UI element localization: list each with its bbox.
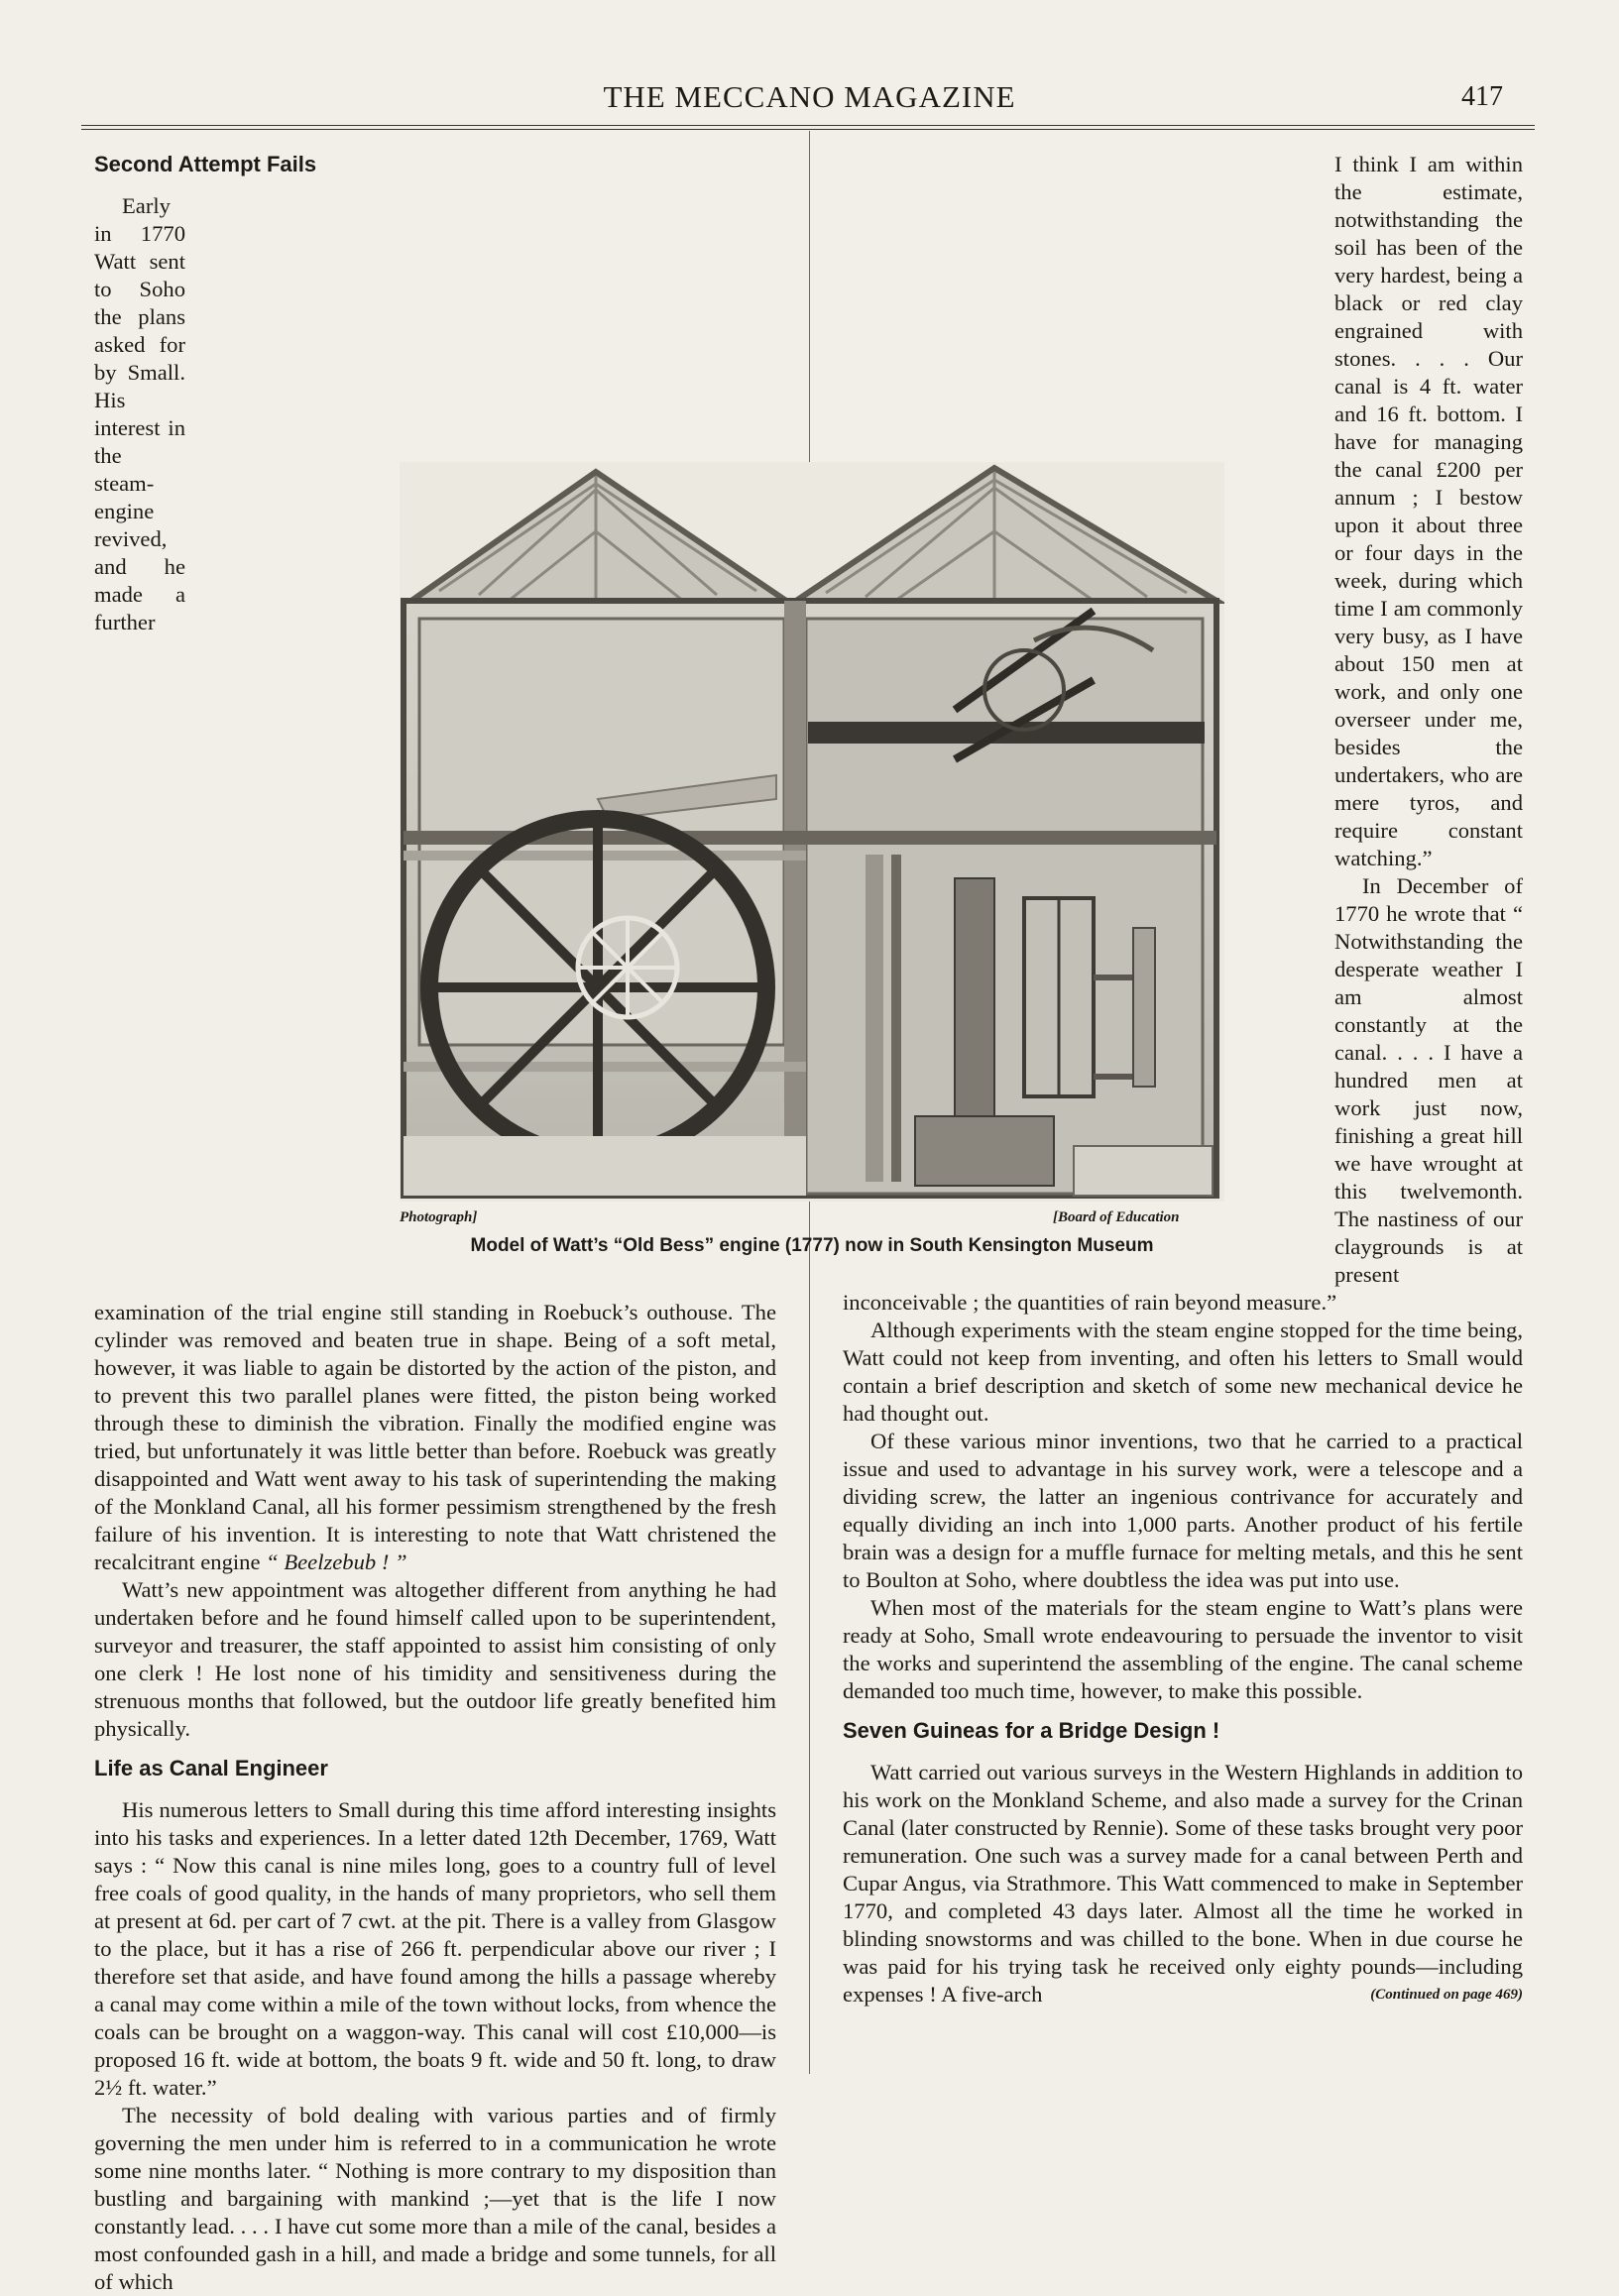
right-paragraph-2: In December of 1770 he wrote that “ Notwithstanding the desperate weather I am almost constantly at the canal. . . . I have a hundred men at work just now, finishing a great hill we have wrought at this twelvemonth. The nastiness of our claygrounds is at present inconceivable ; the quantities of rain beyond measure.” — [843, 873, 1523, 1315]
header-rule — [81, 125, 1535, 130]
page-number: 417 — [1461, 81, 1503, 112]
figure-caption: Model of Watt’s “Old Bess” engine (1777) now in South Kensington Museum — [470, 1235, 1154, 1256]
right-paragraph-3: Although experiments with the steam engine stopped for the time being, Watt could not keep from inventing, and often his letters to Small would contain a brief description and sketch of some new mechanical device he had thought out. — [843, 1318, 1523, 1426]
beelzebub-text: “ Beelzebub ! ” — [266, 1550, 407, 1574]
engine-model-photo — [400, 462, 1224, 1202]
heading-canal-engineer: Life as Canal Engineer — [94, 1756, 328, 1780]
left-paragraph-4: The necessity of bold dealing with various parties and of firmly governing the men under him is referred to in a communication he wrote some nine months later. “ Nothing is more contrary to my disposition than bustling and bargaining with mankind ;—yet that is the life I now constantly lead. . . . I have cut some more than a mile of the canal, besides a most confounded gash in a hill, and made a bridge and some tunnels, for all of which — [94, 2103, 776, 2294]
heading-seven-guineas: Seven Guineas for a Bridge Design ! — [843, 1718, 1220, 1743]
left-paragraph-2: Watt’s new appointment was altogether different from anything he had undertaken before and he found himself called upon to be superintendent, surveyor and treasurer, the staff appointed to assist him consisting of only one clerk ! He lost none of his timidity and sensitiveness during the strenuous months that followed, but the outdoor life greatly benefited him physically. — [94, 1577, 776, 1741]
left-paragraph-3: His numerous letters to Small during this time afford interesting insights into his tasks and experiences. In a letter dated 12th December, 1769, Watt says : “ Now this canal is nine miles long, goes to a country full of level free coals of good quality, in the hands of many proprietors, who sell them at present at 6d. per cart of 7 cwt. at the pit. There is a valley from Glasgow to the place, but it has a rise of 266 ft. perpendicular above our river ; I therefore set that aside, and have found among the hills a passage whereby a canal may come within a mile of the town without locks, from whence the coals can be brought on a waggon-way. This canal will cost £10,000—is proposed 16 ft. wide at bottom, the boats 9 ft. wide and 50 ft. long, to draw 2½ ft. water.” — [94, 1797, 776, 2100]
page-header-title: THE MECCANO MAGAZINE — [603, 79, 1016, 114]
continued-note: (Continued on page 469) — [1370, 1987, 1523, 2003]
heading-second-attempt: Second Attempt Fails — [94, 152, 317, 176]
right-paragraph-1: I think I am within the estimate, notwithstanding the soil has been of the very hardest, being a black or red clay engrained with stones. . . . Our canal is 4 ft. water and 16 ft. bottom. I have for managing the canal £200 per annum ; I bestow upon it about three or four days in the week, during which time I am commonly very busy, as I have about 150 men at work, and only one overseer under me, besides the undertakers, who are mere tyros, and require constant watching.” — [1334, 152, 1523, 870]
right-paragraph-4: Of these various minor inventions, two that he carried to a practical issue and used to advantage in his survey work, were a telescope and a dividing screw, the latter an ingenious contrivance for accurately and equally dividing an inch into 1,000 parts. Another product of his fertile brain was a design for a muffle furnace for melting metals, and this he sent to Boulton at Soho, where doubtless the idea was put into use. — [843, 1429, 1523, 1592]
right-paragraph-6: Watt carried out various surveys in the Western Highlands in addition to his work on the Monkland Scheme, and also made a survey for the Crinan Canal (later constructed by Rennie). Some of these tasks brought very poor remuneration. One such was a survey made for a canal between Perth and Cupar Angus, via Strathmore. This Watt commenced to make in September 1770, and completed 43 days later. Almost all the time he worked in blinding snowstorms and was chilled to the bone. When in due course he was paid for his trying task he received only eighty pounds—including expenses ! A five-arch (Continued on page 469) — [843, 1760, 1523, 2007]
left-paragraph-1: Early in 1770 Watt sent to Soho the plans asked for by Small. His interest in the steam-engine revived, and he made a further examination of the trial engine still standing in Roebuck’s outhouse. The cylinder was removed and beaten true in shape. Being of a soft metal, however, it was liable to again be distorted by the action of the piston, and to prevent this two parallel planes were fitted, the piston being worked through these to diminish the vibration. Finally the modified engine was tried, but unfortunately it was little better than before. Roebuck was greatly disappointed and Watt went away to his task of superintending the making of the Monkland Canal, all his former pessimism strengthened by the fresh failure of his invention. It is interesting to note that Watt christened the recalcitrant engine “ Beelzebub ! ” — [94, 193, 776, 1574]
photo-credit-right: [Board of Education — [1053, 1209, 1180, 1225]
right-paragraph-5: When most of the materials for the steam engine to Watt’s plans were ready at Soho, Small wrote endeavouring to persuade the inventor to visit the works and superintend the assembling of the engine. The canal scheme demanded too much time, however, to make this possible. — [843, 1595, 1523, 1703]
photo-credit-left: Photograph] — [400, 1209, 478, 1225]
